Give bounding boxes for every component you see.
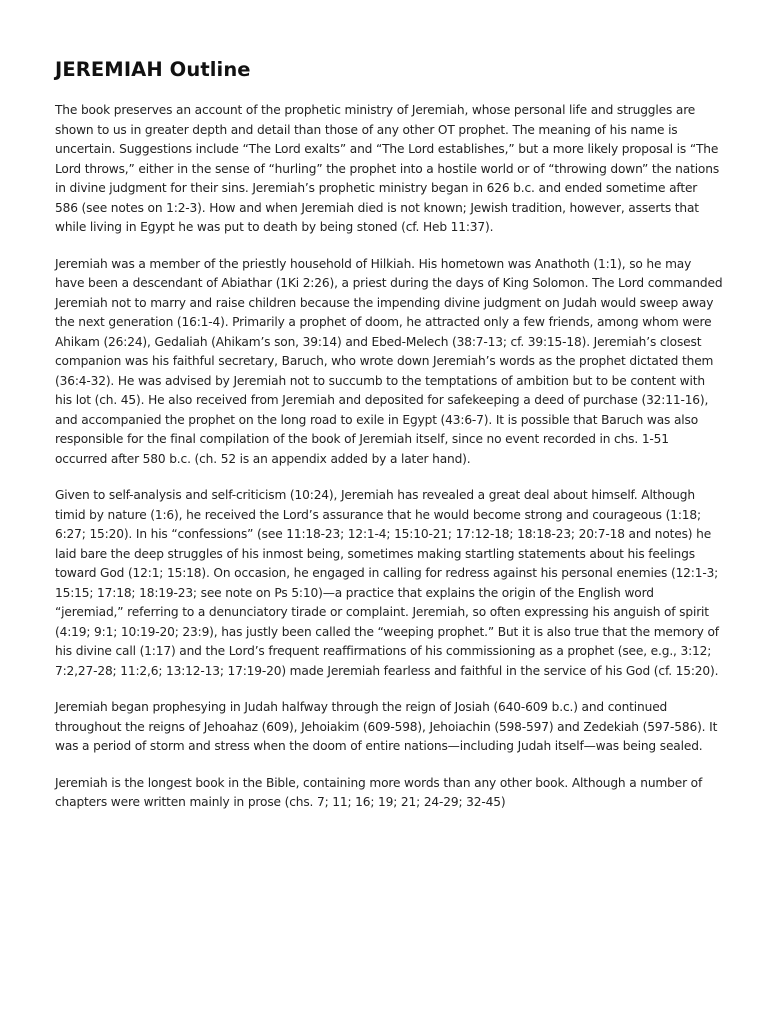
paragraph-book-length: Jeremiah is the longest book in the Bible, containing more words than any other book. Although a number of chapters were written mainly in prose (chs. 7; 11; 16; 19; 21; 24-29; 32-45) [55,775,703,809]
paragraph-introduction: The book preserves an account of the prophetic ministry of Jeremiah, whose personal life and struggles are shown to us in greater depth and detail than those of any other OT prophet. The meaning of his name is uncertain. Suggestions include “The Lord exalts” and “The Lord establishes,” but a more likely proposal is “The Lord throws,” either in the sense of “hurling” the prophet into a hostile world or of “throwing down” the nations in divine judgment for their sins. Jeremiah’s prophetic ministry began in 626 b.c. and ended sometime after 586 (see notes on 1:2-3). How and when Jeremiah died is not known; Jewish tradition, however, asserts that while living in Egypt he was put to death by being stoned (cf. Heb 11:37). [55,103,720,234]
paragraph-self-analysis: Given to self-analysis and self-criticism (10:24), Jeremiah has revealed a great deal about himself. Although timid by nature (1:6), he received the Lord’s assurance that he would become strong and courageous (1:18; 6:27; 15:20). In his “confessions” (see 11:18-23; 12:1-4; 15:10-21; 17:12-18; 18:18-23; 20:7-18 and notes) he laid bare the deep struggles of his inmost being, sometimes making startling statements about his feelings toward God (12:1; 15:18). On occasion, he engaged in calling for redress against his personal enemies (12:1-3; 15:15; 17:18; 18:19-23; see note on Ps 5:10)—a practice that explains the origin of the English word “jeremiad,” referring to a denunciatory tirade or complaint. Jeremiah, so often expressing his anguish of spirit (4:19; 9:1; 10:19-20; 23:9), has justly been called the “weeping prophet.” But it is also true that the memory of his divine call (1:17) and the Lord’s frequent reaffirmations of his commissioning as a prophet (see, e.g., 3:12; 7:2,27-28; 11:2,6; 13:12-13; 17:19-20) made Jeremiah fearless and faithful in the service of his God (cf. 15:20). [55,488,719,678]
paragraph-household: Jeremiah was a member of the priestly household of Hilkiah. His hometown was Anathoth (1:1), so he may have been a descendant of Abiathar (1Ki 2:26), a priest during the days of King Solomon. The Lord commanded Jeremiah not to marry and raise children because the impending divine judgment on Judah would sweep away the next generation (16:1-4). Primarily a prophet of doom, he attracted only a few friends, among whom were Ahikam (26:24), Gedaliah (Ahikam’s son, 39:14) and Ebed-Melech (38:7-13; cf. 39:15-18). Jeremiah’s closest companion was his faithful secretary, Baruch, who wrote down Jeremiah’s words as the prophet dictated them (36:4-32). He was advised by Jeremiah not to succumb to the temptations of ambition but to be content with his lot (ch. 45). He also received from Jeremiah and deposited for safekeeping a deed of purchase (32:11-16), and accompanied the prophet on the long road to exile in Egypt (43:6-7). It is possible that Baruch was also responsible for the final compilation of the book of Jeremiah itself, since no event recorded in chs. 1-51 occurred after 580 b.c. (ch. 52 is an appendix added by a later hand). [55,256,723,466]
paragraph-historical-period: Jeremiah began prophesying in Judah halfway through the reign of Josiah (640-609 b.c.) and continued throughout the reigns of Jehoahaz (609), Jehoiakim (609-598), Jehoiachin (598-597) and Zedekiah (597-586). It was a period of storm and stress when the doom of entire nations—including Judah itself—was being sealed. [55,700,718,753]
document-title: JEREMIAH Outline [55,58,251,81]
document-page [55,56,723,830]
